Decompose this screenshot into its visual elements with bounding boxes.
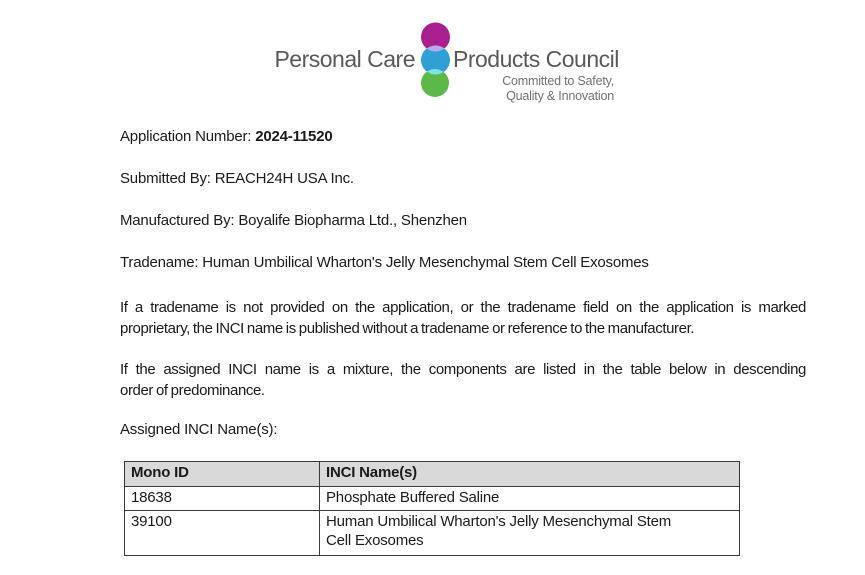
submitted-by-label: Submitted By: bbox=[120, 170, 215, 187]
mono-id-cell: 39100 bbox=[125, 510, 320, 555]
mono-id-header: Mono ID bbox=[125, 462, 320, 487]
tradename-value: Human Umbilical Wharton's Jelly Mesenchymal Stem Cell Exosomes bbox=[202, 254, 649, 271]
manufactured-by-value: Boyalife Biopharma Ltd., Shenzhen bbox=[238, 212, 467, 229]
paragraph-mixture-note bbox=[120, 359, 806, 401]
logo-tagline-line1: Committed to Safety, bbox=[502, 74, 614, 88]
inci-name-cell: Phosphate Buffered Saline bbox=[320, 487, 740, 511]
table-row bbox=[125, 487, 740, 511]
logo-wordmark-left: Personal Care bbox=[274, 46, 415, 72]
logo-circle-green bbox=[421, 69, 449, 97]
mono-id-cell: 18638 bbox=[125, 487, 320, 511]
field-tradename bbox=[120, 254, 806, 272]
field-submitted-by bbox=[120, 170, 806, 188]
paragraph-line: If a tradename is not provided on the application, or the tradename field on the application is marked bbox=[120, 299, 806, 316]
letter-content bbox=[120, 128, 806, 556]
logo-circles-icon bbox=[418, 22, 454, 100]
inci-name-cell bbox=[320, 510, 740, 555]
inci-table bbox=[124, 461, 740, 556]
paragraph-line: proprietary, the INCI name is published without a tradename or reference to the manufacturer. bbox=[120, 320, 695, 337]
paragraph-line: If the assigned INCI name is a mixture, the components are listed in the table below in descending bbox=[120, 361, 806, 378]
field-application-number bbox=[120, 128, 806, 146]
table-row bbox=[125, 510, 740, 555]
application-number-label: Application Number: bbox=[120, 128, 256, 145]
assigned-inci-heading: Assigned INCI Name(s): bbox=[120, 421, 278, 438]
inci-name-text: Human Umbilical Wharton's Jelly Mesenchymal Stem Cell Exosomes bbox=[326, 512, 672, 549]
pcpc-logo bbox=[0, 0, 865, 112]
field-manufactured-by bbox=[120, 212, 806, 230]
table-header-row bbox=[125, 462, 740, 487]
logo-tagline bbox=[502, 74, 614, 103]
manufactured-by-label: Manufactured By: bbox=[120, 212, 239, 229]
application-number-value: 2024-11520 bbox=[255, 128, 333, 145]
submitted-by-value: REACH24H USA Inc. bbox=[214, 170, 354, 187]
logo-wordmark-right: Products Council bbox=[453, 46, 619, 72]
logo-tagline-line2: Quality & Innovation bbox=[506, 88, 614, 103]
inci-name-header: INCI Name(s) bbox=[320, 462, 740, 487]
paragraph-line: order of predominance. bbox=[120, 382, 265, 399]
tradename-label: Tradename: bbox=[120, 254, 203, 271]
paragraph-tradename-note bbox=[120, 297, 806, 339]
